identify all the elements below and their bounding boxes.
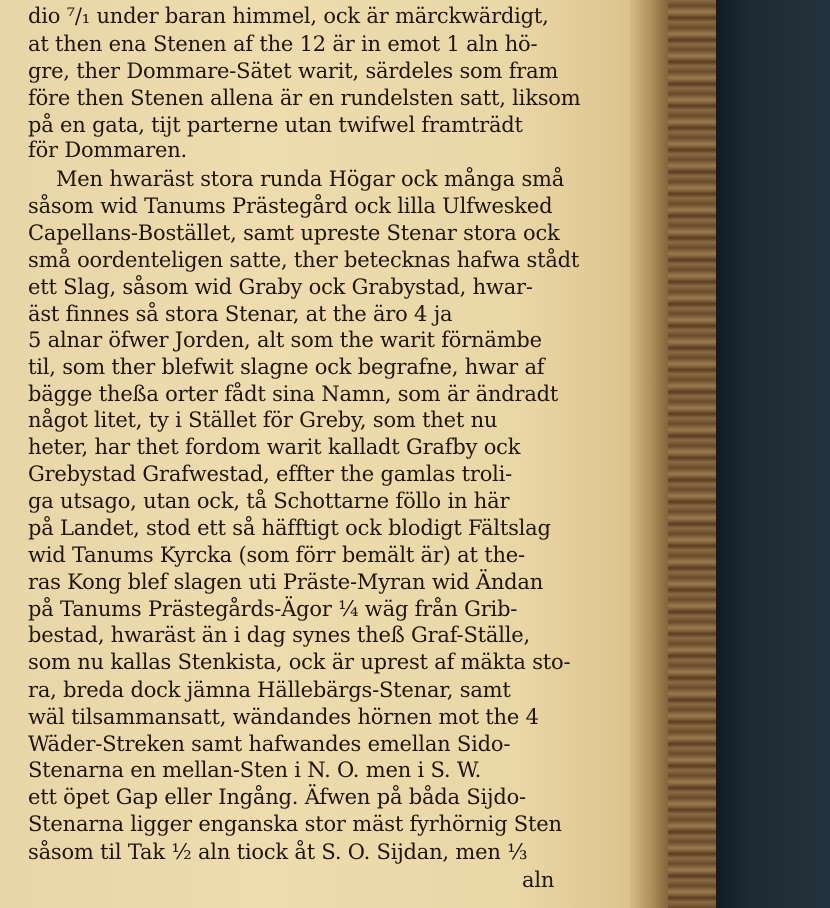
- catchword: aln: [522, 868, 555, 892]
- text-line: ras Kong blef slagen uti Präste-Myran wid Ändan: [28, 570, 544, 594]
- page-gutter: [630, 0, 670, 908]
- text-line: på Tanums Prästegårds-Ägor ¼ wäg från Grib-: [28, 597, 518, 621]
- text-line: på Landet, stod ett så häfftigt ock blodigt Fältslag: [28, 516, 551, 540]
- text-line: bägge theßa orter fådt sina Namn, som är ändradt: [28, 382, 559, 406]
- text-line: til, som ther blefwit slagne ock begrafne, hwar af: [28, 355, 545, 379]
- text-line: små oordenteligen satte, ther betecknas hafwa stådt: [28, 248, 580, 272]
- text-line: för Dommaren.: [28, 138, 188, 162]
- text-line: 5 alnar öfwer Jorden, alt som the warit förnämbe: [28, 328, 542, 352]
- text-line: Men hwaräst stora runda Högar ock många små: [56, 167, 565, 191]
- text-line: wid Tanums Kyrcka (som förr bemält är) at the-: [28, 543, 525, 567]
- text-line: ett öpet Gap eller Ingång. Äfwen på båda Sijdo-: [28, 785, 526, 809]
- text-line: Grebystad Grafwestad, effter the gamlas troli-: [28, 462, 513, 486]
- text-line: bestad, hwaräst än i dag synes theß Graf-Ställe,: [28, 623, 530, 647]
- text-line: äst finnes så stora Stenar, at the äro 4 ja: [28, 302, 453, 326]
- text-line: Stenarna en mellan-Sten i N. O. men i S. W.: [28, 758, 482, 782]
- text-line: wäl tilsammansatt, wändandes hörnen mot the 4: [28, 705, 539, 729]
- book-cover: [716, 0, 830, 908]
- text-line: heter, har thet fordom warit kalladt Grafby ock: [28, 435, 521, 459]
- text-line: Wäder-Streken samt hafwandes emellan Sido-: [28, 732, 511, 756]
- text-line: dio ⁷/₁ under baran himmel, ock är märckwärdigt,: [28, 4, 549, 28]
- text-line: ra, breda dock jämna Hällebärgs-Stenar, samt: [28, 678, 511, 702]
- text-line: ga utsago, utan ock, tå Schottarne föllo in här: [28, 489, 510, 513]
- text-line: som nu kallas Stenkista, ock är uprest af mäkta sto-: [28, 650, 571, 674]
- text-line: Stenarna ligger enganska stor mäst fyrhörnig Sten: [28, 812, 562, 836]
- text-line: på en gata, tijt parterne utan twifwel framträdt: [28, 113, 523, 137]
- text-line: Capellans-Bostället, samt upreste Stenar stora ock: [28, 221, 560, 245]
- text-line: före then Stenen allena är en rundelsten satt, liksom: [28, 86, 581, 110]
- text-line: såsom wid Tanums Prästegård ock lilla Ulfwesked: [28, 194, 553, 218]
- text-line: ett Slag, såsom wid Graby ock Grabystad, hwar-: [28, 275, 533, 299]
- text-line: såsom til Tak ½ aln tiock åt S. O. Sijdan, men ⅓: [28, 840, 528, 864]
- page-edges: [668, 0, 716, 908]
- text-line: något litet, ty i Stället för Greby, som thet nu: [28, 408, 498, 432]
- text-line: at then ena Stenen af the 12 är in emot 1 aln hö-: [28, 32, 538, 56]
- text-line: gre, ther Dommare-Sätet warit, särdeles som fram: [28, 59, 559, 83]
